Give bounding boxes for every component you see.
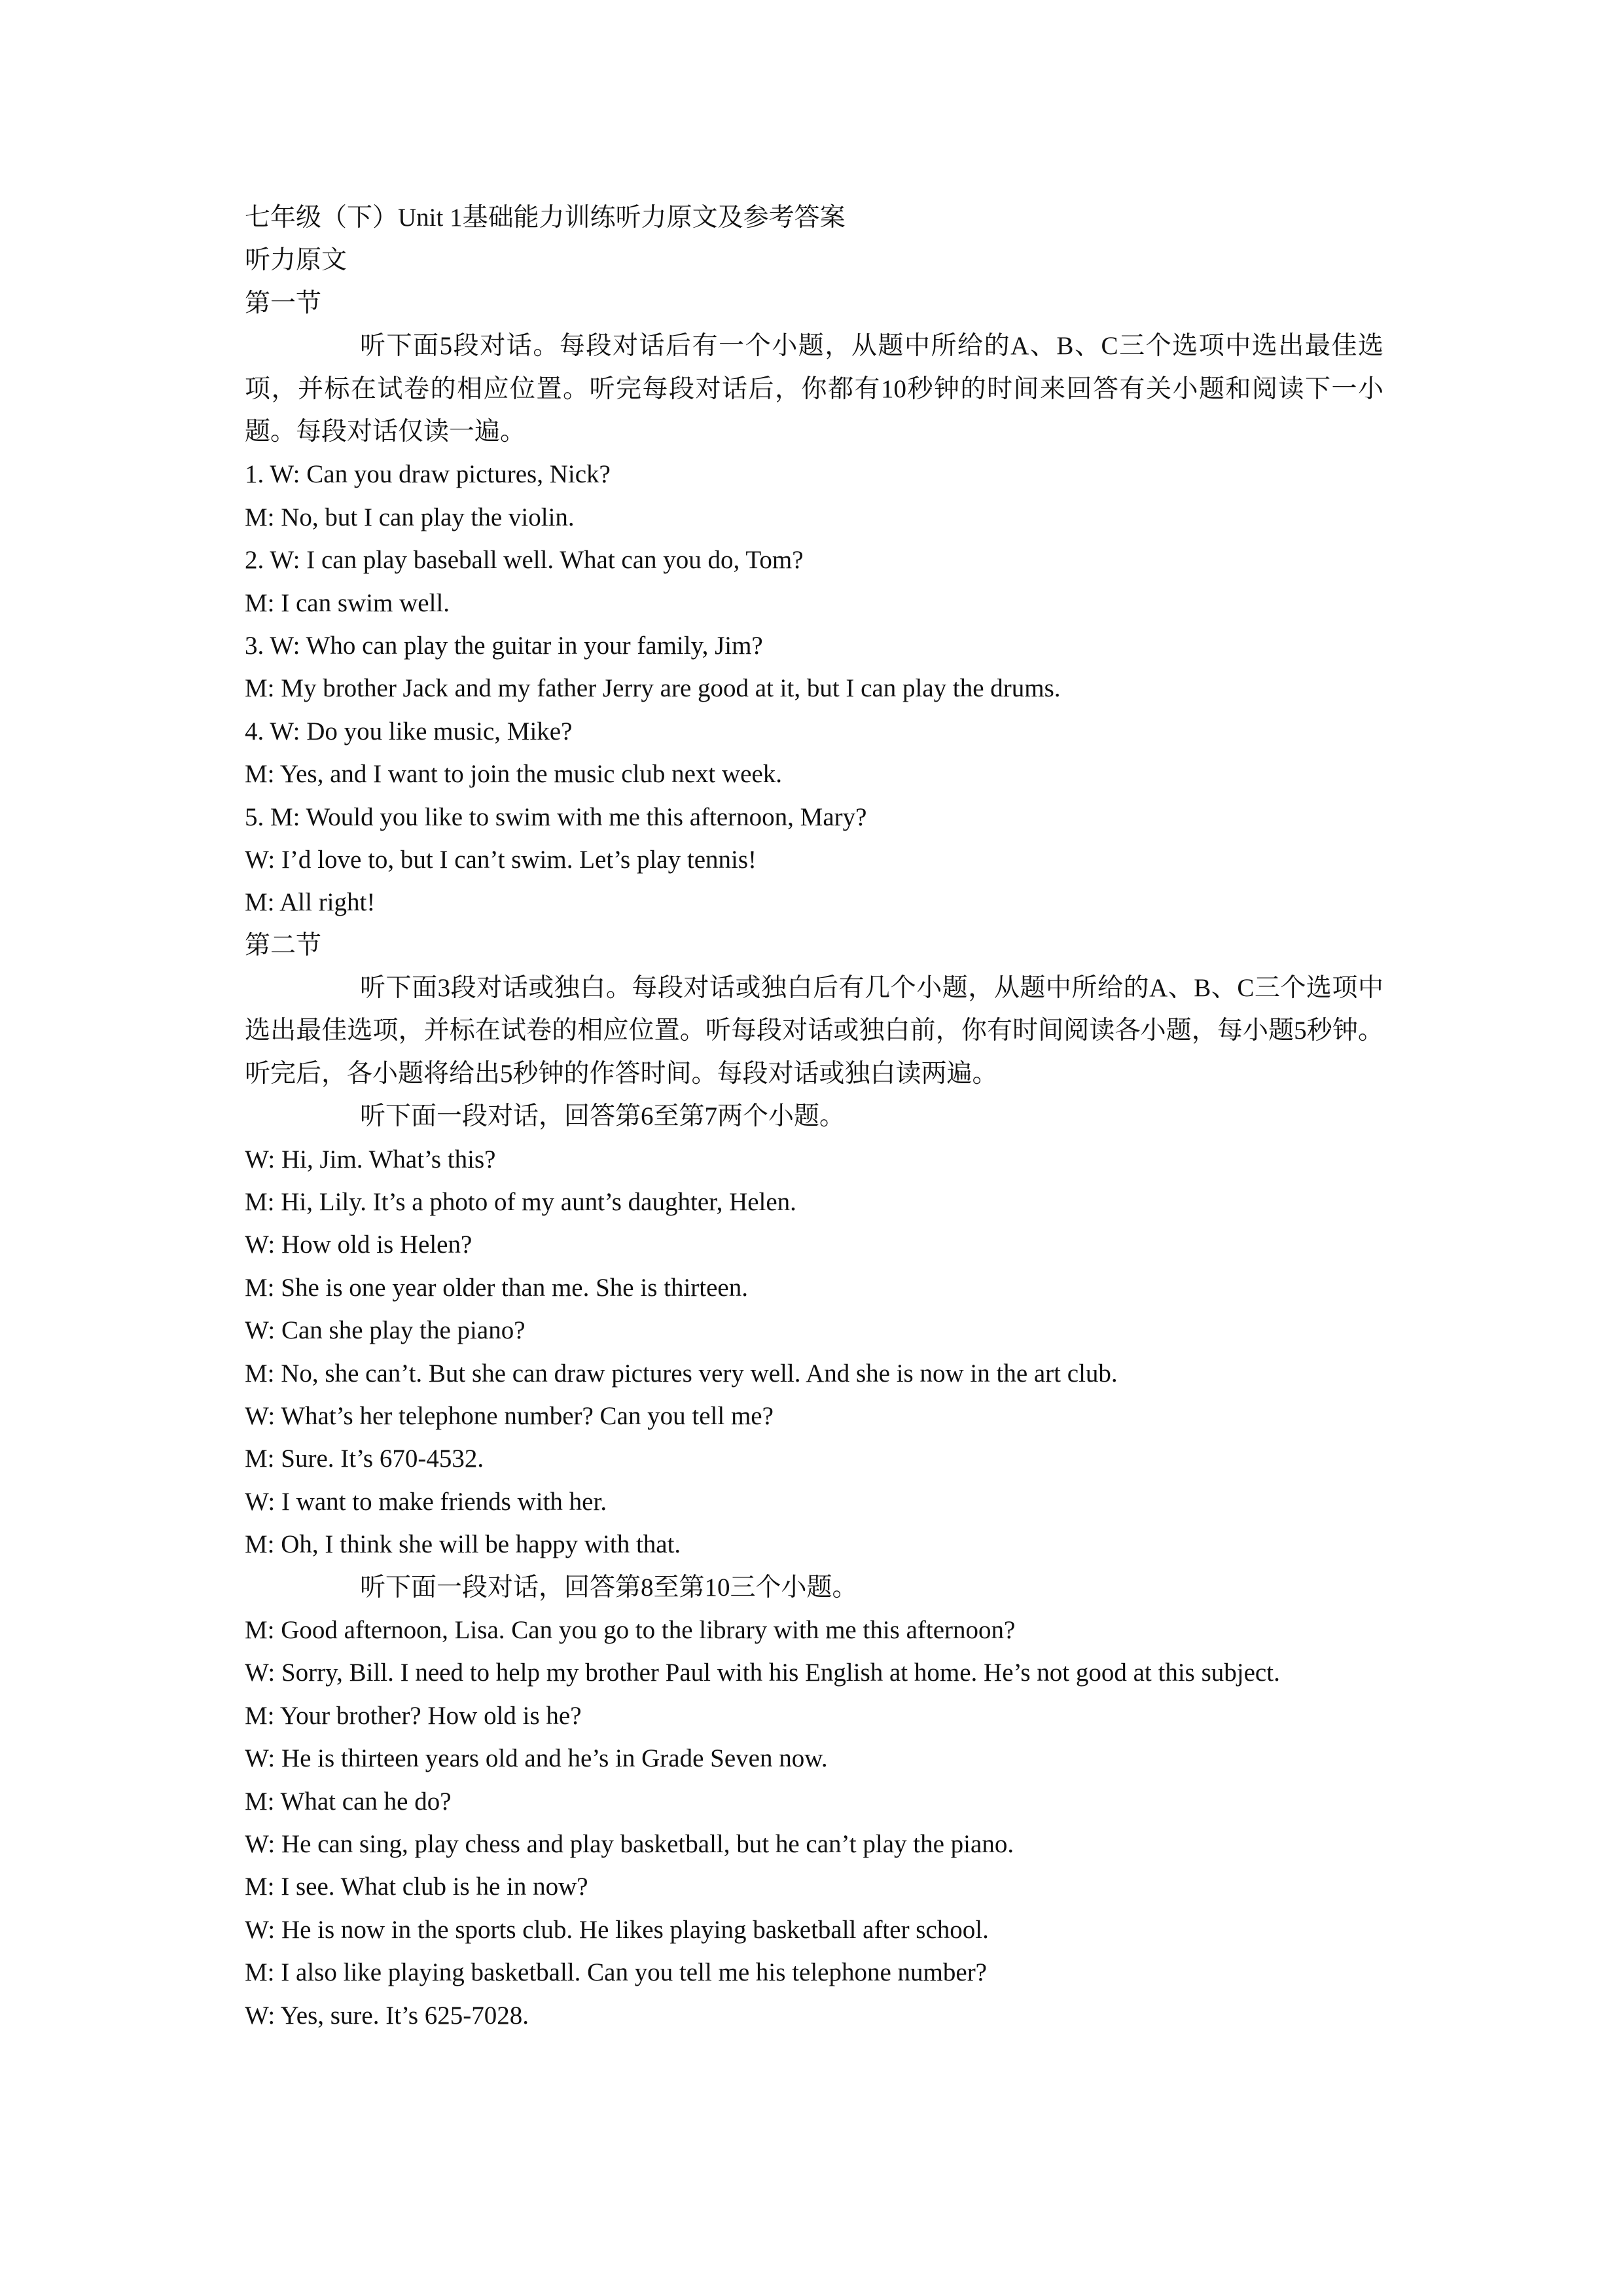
section2-label: 第二节 [245,931,322,960]
dialogue-line: M: I can swim well. [245,588,450,617]
document-body [245,196,1383,2037]
document-title: 七年级（下）Unit 1基础能力训练听力原文及参考答案 [245,204,846,232]
dialogue-line: 2. W: I can play baseball well. What can you do, Tom? [245,546,804,575]
dialogue-line: M: All right! [245,888,376,917]
dialogue-line: W: Sorry, Bill. I need to help my brother Paul with his English at home. He’s not good at this subject. [245,1659,1280,1687]
dialogue-line: W: Can she play the piano? [245,1316,526,1345]
dialogue-line: W: He is thirteen years old and he’s in Grade Seven now. [245,1744,828,1773]
section1-label: 第一节 [245,289,322,317]
dialogue-line: W: Yes, sure. It’s 625-7028. [245,2001,529,2030]
dialogue-line: W: Hi, Jim. What’s this? [245,1145,496,1174]
dialogue-line: W: I’d love to, but I can’t swim. Let’s play tennis! [245,845,757,874]
dialogue-line: W: How old is Helen? [245,1230,473,1259]
dialogue-line: W: He can sing, play chess and play basketball, but he can’t play the piano. [245,1829,1014,1858]
dialogue-line: M: Sure. It’s 670-4532. [245,1444,484,1473]
dialogue-line: M: No, but I can play the violin. [245,503,575,531]
dialogue-line: M: Good afternoon, Lisa. Can you go to the library with me this afternoon? [245,1615,1016,1644]
dialogue-line: M: I see. What club is he in now? [245,1873,588,1901]
dialogue-line: 4. W: Do you like music, Mike? [245,717,573,745]
dialogue-line: 3. W: Who can play the guitar in your family, Jim? [245,631,763,660]
dialogue-line: W: He is now in the sports club. He likes playing basketball after school. [245,1915,989,1944]
dialogue-line: M: Oh, I think she will be happy with that. [245,1530,681,1559]
dialogue2-prompt: 听下面一段对话，回答第8至第10三个小题。 [360,1573,858,1602]
dialogue-line: 1. W: Can you draw pictures, Nick? [245,460,611,489]
section2-instructions: 听下面3段对话或独白。每段对话或独白后有几个小题，从题中所给的A、B、C三个选项中选出最佳选项，并标在试卷的相应位置。听每段对话或独白前，你有时间阅读各小题，每小题5秒钟。听完后，各小题将给出5秒钟的作答时间。每段对话或独白读两遍。 [245,974,1383,1088]
section-heading: 听力原文 [245,246,348,275]
dialogue-line: M: What can he do? [245,1787,452,1816]
section1-instructions: 听下面5段对话。每段对话后有一个小题，从题中所给的A、B、C三个选项中选出最佳选项，并标在试卷的相应位置。听完每段对话后，你都有10秒钟的时间来回答有关小题和阅读下一小题。每段对话仅读一遍。 [245,332,1383,446]
dialogue-line: M: Yes, and I want to join the music club next week. [245,760,783,789]
dialogue-line: M: She is one year older than me. She is thirteen. [245,1273,748,1302]
dialogue-line: M: My brother Jack and my father Jerry are good at it, but I can play the drums. [245,674,1061,703]
dialogue-line: 5. M: Would you like to swim with me this afternoon, Mary? [245,802,867,831]
dialogue-line: W: What’s her telephone number? Can you tell me? [245,1402,774,1431]
dialogue-line: M: Hi, Lily. It’s a photo of my aunt’s daughter, Helen. [245,1188,796,1217]
dialogue1-prompt: 听下面一段对话，回答第6至第7两个小题。 [360,1102,846,1131]
dialogue-line: M: No, she can’t. But she can draw pictures very well. And she is now in the art club. [245,1359,1118,1388]
dialogue-line: M: Your brother? How old is he? [245,1701,582,1730]
dialogue-line: W: I want to make friends with her. [245,1487,607,1516]
dialogue-line: M: I also like playing basketball. Can you tell me his telephone number? [245,1958,987,1987]
